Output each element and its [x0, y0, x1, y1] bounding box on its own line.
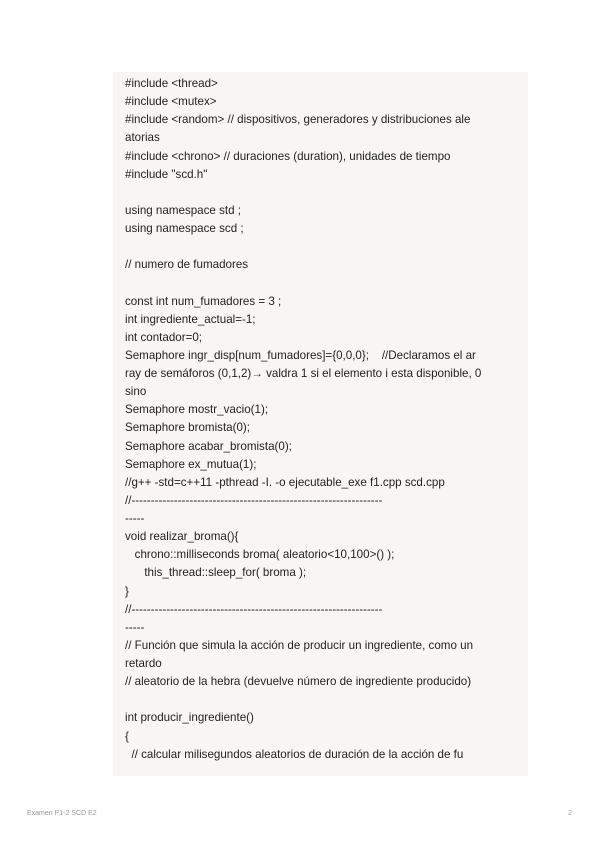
code-line: [125, 184, 521, 202]
code-line: #include <chrono> // duraciones (duration), unidades de tiempo: [125, 149, 451, 163]
code-line: #include <thread>: [125, 77, 218, 90]
code-lines: [125, 75, 521, 764]
code-line: // calcular milisegundos aleatorios de duración de la acción de fu: [125, 747, 464, 761]
code-line: -----: [125, 512, 145, 525]
code-line: // aleatorio de la hebra (devuelve número de ingrediente producido): [125, 675, 472, 689]
code-line: Semaphore bromista(0);: [125, 421, 251, 435]
code-line: //g++ -std=c++11 -pthread -I. -o ejecutable_exe f1.cpp scd.cpp: [125, 475, 445, 489]
code-line: //-----------------------------------------------------------------: [125, 602, 383, 616]
code-line: atorias: [125, 131, 160, 145]
code-line: [125, 274, 521, 292]
code-line: ray de semáforos (0,1,2)→ valdra 1 si el elemento i esta disponible, 0: [125, 367, 482, 380]
code-line: int contador=0;: [125, 330, 203, 344]
code-block: [113, 72, 528, 776]
code-line: retardo: [125, 657, 162, 670]
code-line: {: [125, 729, 129, 743]
code-line: Semaphore ingr_disp[num_fumadores]={0,0,0}; //Declaramos el ar: [125, 348, 476, 362]
code-line: #include <mutex>: [125, 95, 217, 109]
code-line: [125, 238, 521, 256]
code-line: Semaphore acabar_bromista(0);: [125, 439, 292, 453]
code-line: //-----------------------------------------------------------------: [125, 493, 383, 507]
code-line: this_thread::sleep_for( broma );: [125, 566, 307, 580]
code-line: Semaphore mostr_vacio(1);: [125, 403, 269, 417]
code-line: -----: [125, 620, 145, 634]
footer-label: Examen P1-2 SCD E2: [27, 810, 97, 817]
page-number: 2: [568, 810, 572, 817]
code-line: // numero de fumadores: [125, 258, 249, 272]
code-line: void realizar_broma(){: [125, 530, 239, 544]
code-line: }: [125, 584, 129, 598]
code-line: [125, 691, 521, 709]
code-line: using namespace std ;: [125, 203, 242, 217]
code-line: // Función que simula la acción de producir un ingrediente, como un: [125, 638, 474, 652]
code-line: const int num_fumadores = 3 ;: [125, 294, 282, 308]
code-line: chrono::milliseconds broma( aleatorio<10,100>() );: [125, 548, 395, 562]
code-line: #include "scd.h": [125, 167, 208, 181]
code-line: int ingrediente_actual=-1;: [125, 312, 256, 326]
code-line: using namespace scd ;: [125, 222, 244, 235]
code-line: sino: [125, 385, 147, 399]
code-line: #include <random> // dispositivos, generadores y distribuciones ale: [125, 113, 471, 127]
code-line: Semaphore ex_mutua(1);: [125, 457, 257, 471]
code-line: int producir_ingrediente(): [125, 711, 254, 725]
